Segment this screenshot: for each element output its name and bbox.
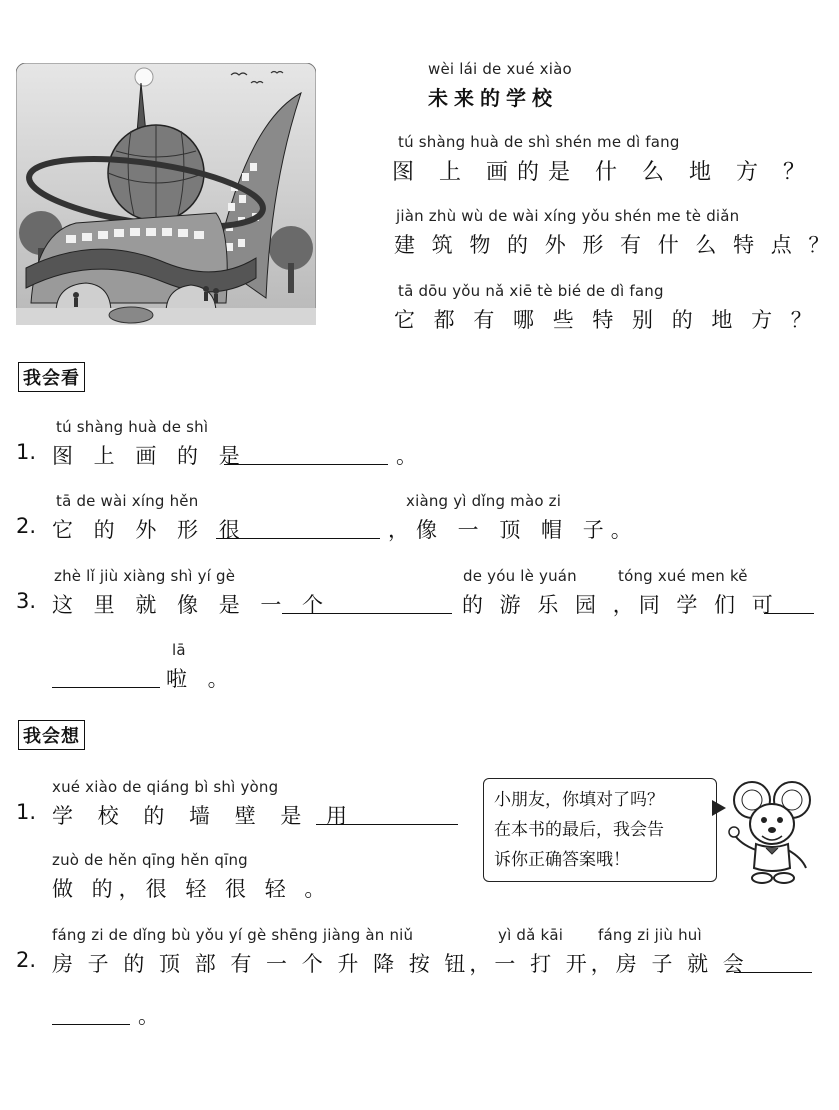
s1-item3-blank-2[interactable] (764, 595, 814, 614)
hint-speech-bubble (483, 778, 717, 882)
s1-item1-end: 。 (396, 444, 424, 468)
s1-item1-blank[interactable] (224, 446, 388, 465)
s2-item1-text-b: 做 的，很 轻 很 轻 。 (52, 877, 332, 901)
s2-item2-pinyin-b: yì dǎ kāi (498, 926, 564, 944)
question-2-text: 建 筑 物 的 外 形 有 什 么 特 点 ？ (394, 233, 835, 257)
s2-item2-pinyin-c: fáng zi jiù huì (598, 926, 702, 944)
s1-item3-pinyin-b: de yóu lè yuán (463, 567, 577, 585)
s1-item1-number: 1. (16, 440, 37, 464)
s2-item2-text-b: 。 (138, 1004, 166, 1028)
s1-item2-text-b: ，像 一 顶 帽 子。 (388, 518, 639, 542)
s1-item2-pinyin-b: xiàng yì dǐng mào zi (406, 492, 562, 510)
hint-line-1: 小朋友，你填对了吗？ (494, 790, 664, 810)
s1-item2-pinyin-a: tā de wài xíng hěn (56, 492, 199, 510)
school-illustration (16, 63, 316, 325)
s1-item3-text-a: 这 里 就 像 是 一 个 (52, 593, 331, 617)
s2-item1-pinyin: xué xiào de qiáng bì shì yòng (52, 778, 279, 796)
section-label-look: 我会看 (18, 362, 85, 392)
s1-item1-text: 图 上 画 的 是 (52, 444, 247, 468)
s2-item1-text-a: 学 校 的 墙 壁 是 用 (52, 804, 357, 828)
section-label-think: 我会想 (18, 720, 85, 750)
s2-item1-number: 1. (16, 800, 37, 824)
s1-item3-blank-3[interactable] (52, 669, 160, 688)
s1-item2-text-a: 它 的 外 形 很 (52, 518, 247, 542)
page-title: 未来的学校 (428, 86, 558, 110)
s1-item3-number: 3. (16, 589, 37, 613)
s1-item1-pinyin: tú shàng huà de shì (56, 418, 209, 436)
question-1-pinyin: tú shàng huà de shì shén me dì fang (398, 133, 680, 151)
hint-line-2: 在本书的最后，我会告 (494, 820, 664, 840)
s1-item3-pinyin-c: tóng xué men kě (618, 567, 748, 585)
hint-line-3: 诉你正确答案哦！ (494, 850, 630, 870)
mouse-mascot-icon (726, 778, 818, 886)
s1-item3-pinyin-a: zhè lǐ jiù xiàng shì yí gè (54, 567, 236, 585)
bubble-pointer (712, 800, 726, 816)
s2-item2-pinyin: fáng zi de dǐng bù yǒu yí gè shēng jiàng àn niǔ (52, 926, 414, 944)
s1-item2-number: 2. (16, 514, 37, 538)
question-2-pinyin: jiàn zhù wù de wài xíng yǒu shén me tè diǎn (396, 207, 740, 225)
s2-item2-number: 2. (16, 948, 37, 972)
s2-item1-pinyin-b: zuò de hěn qīng hěn qīng (52, 851, 248, 869)
s1-item2-blank[interactable] (216, 520, 380, 539)
s2-item2-text-a: 房 子 的 顶 部 有 一 个 升 降 按 钮，一 打 开，房 子 就 会 (52, 952, 748, 976)
question-1-text: 图 上 画的是 什 么 地 方 ？ (392, 160, 814, 185)
s1-item3-text-c: 啦 。 (166, 667, 236, 691)
s1-item3-pinyin-d: lā (172, 641, 186, 659)
s1-item3-blank-1[interactable] (282, 595, 452, 614)
s2-item2-blank-1[interactable] (734, 954, 812, 973)
s2-item2-blank-2[interactable] (52, 1006, 130, 1025)
question-3-text: 它 都 有 哪 些 特 别 的 地 方 ？ (394, 308, 818, 332)
question-3-pinyin: tā dōu yǒu nǎ xiē tè bié de dì fang (398, 282, 664, 300)
title-pinyin: wèi lái de xué xiào (428, 60, 572, 78)
s2-item1-blank[interactable] (316, 806, 458, 825)
s1-item3-text-b: 的 游 乐 园 ，同 学 们 可 (462, 593, 778, 617)
